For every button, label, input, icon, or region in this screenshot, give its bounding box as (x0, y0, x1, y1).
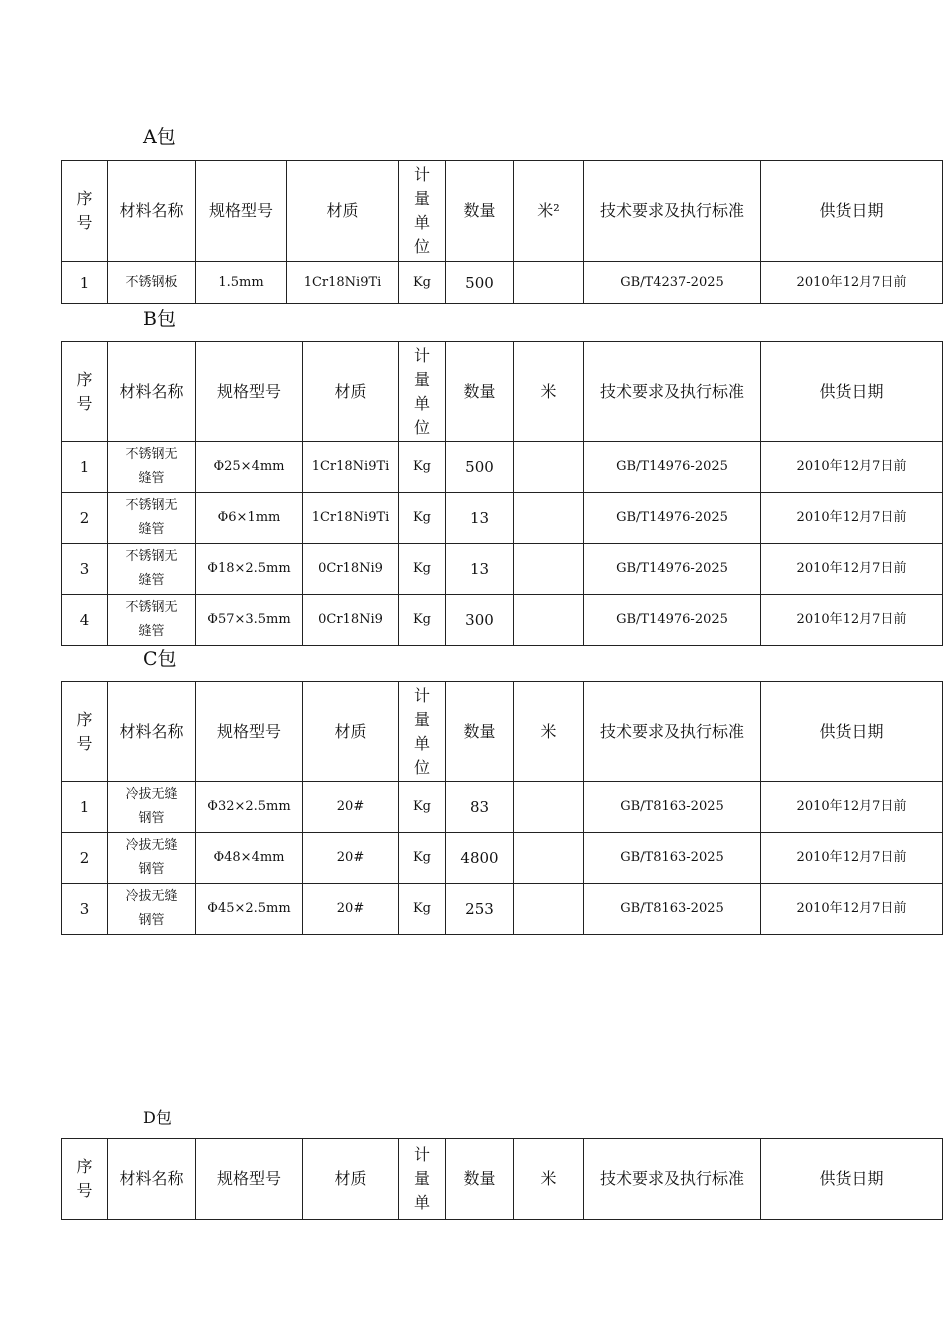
cell-no: 1 (62, 782, 108, 833)
table-header-row (62, 682, 943, 782)
cell-standard: GB/T8163-2025 (584, 833, 761, 884)
table-header-row (62, 161, 943, 262)
cell-unit: Kg (399, 595, 446, 646)
header-standard: 技术要求及执行标准 (584, 161, 761, 262)
cell-m (514, 595, 584, 646)
header-no: 序号 (62, 1139, 108, 1220)
cell-spec: Φ57×3.5mm (196, 595, 303, 646)
cell-no: 1 (62, 442, 108, 493)
header-unit: 计量单位 (399, 342, 446, 442)
header-date: 供货日期 (761, 342, 943, 442)
header-date: 供货日期 (761, 682, 943, 782)
header-name: 材料名称 (108, 682, 196, 782)
cell-m (514, 442, 584, 493)
header-no: 序号 (62, 161, 108, 262)
cell-unit: Kg (399, 493, 446, 544)
header-spec: 规格型号 (196, 342, 303, 442)
cell-spec: Φ32×2.5mm (196, 782, 303, 833)
header-name: 材料名称 (108, 161, 196, 262)
cell-name: 冷拔无缝钢管 (108, 833, 196, 884)
table-row (62, 442, 943, 493)
cell-qty: 13 (446, 544, 514, 595)
header-unit: 计量单位 (399, 682, 446, 782)
header-spec: 规格型号 (196, 1139, 303, 1220)
header-no: 序号 (62, 682, 108, 782)
header-qty: 数量 (446, 1139, 514, 1220)
table-row (62, 884, 943, 935)
cell-qty: 500 (446, 262, 514, 304)
cell-date: 2010年12月7日前 (761, 884, 943, 935)
cell-date: 2010年12月7日前 (761, 493, 943, 544)
cell-m (514, 544, 584, 595)
package-a-title: A包 (143, 126, 176, 148)
cell-standard: GB/T14976-2025 (584, 442, 761, 493)
cell-material: 1Cr18Ni9Ti (303, 493, 399, 544)
table-row (62, 544, 943, 595)
cell-standard: GB/T8163-2025 (584, 884, 761, 935)
cell-spec: Φ25×4mm (196, 442, 303, 493)
table-row (62, 833, 943, 884)
header-m: 米 (514, 1139, 584, 1220)
cell-name: 不锈钢无缝管 (108, 544, 196, 595)
header-name: 材料名称 (108, 1139, 196, 1220)
table-header-row (62, 342, 943, 442)
header-m: 米 (514, 682, 584, 782)
header-qty: 数量 (446, 161, 514, 262)
cell-material: 20# (303, 782, 399, 833)
header-material: 材质 (287, 161, 399, 262)
cell-unit: Kg (399, 442, 446, 493)
cell-spec: Φ6×1mm (196, 493, 303, 544)
cell-m (514, 493, 584, 544)
cell-material: 0Cr18Ni9 (303, 544, 399, 595)
header-spec: 规格型号 (196, 682, 303, 782)
header-date: 供货日期 (761, 1139, 943, 1220)
cell-spec: Φ18×2.5mm (196, 544, 303, 595)
cell-spec: Φ48×4mm (196, 833, 303, 884)
cell-qty: 4800 (446, 833, 514, 884)
cell-date: 2010年12月7日前 (761, 833, 943, 884)
cell-qty: 500 (446, 442, 514, 493)
package-a-table (61, 160, 943, 304)
header-material: 材质 (303, 682, 399, 782)
cell-spec: Φ45×2.5mm (196, 884, 303, 935)
cell-name: 不锈钢无缝管 (108, 493, 196, 544)
header-material: 材质 (303, 342, 399, 442)
cell-name: 不锈钢板 (108, 262, 196, 304)
cell-m (514, 884, 584, 935)
header-no: 序号 (62, 342, 108, 442)
cell-standard: GB/T8163-2025 (584, 782, 761, 833)
cell-name: 不锈钢无缝管 (108, 595, 196, 646)
cell-material: 20# (303, 884, 399, 935)
cell-m (514, 782, 584, 833)
table-header-row (62, 1139, 943, 1220)
package-c-title: C包 (143, 648, 177, 670)
cell-name: 冷拔无缝钢管 (108, 782, 196, 833)
cell-material: 1Cr18Ni9Ti (303, 442, 399, 493)
cell-material: 1Cr18Ni9Ti (287, 262, 399, 304)
cell-qty: 83 (446, 782, 514, 833)
cell-material: 0Cr18Ni9 (303, 595, 399, 646)
cell-date: 2010年12月7日前 (761, 544, 943, 595)
cell-standard: GB/T4237-2025 (584, 262, 761, 304)
cell-unit: Kg (399, 884, 446, 935)
cell-name: 冷拔无缝钢管 (108, 884, 196, 935)
cell-no: 3 (62, 544, 108, 595)
header-qty: 数量 (446, 342, 514, 442)
cell-date: 2010年12月7日前 (761, 595, 943, 646)
cell-unit: Kg (399, 782, 446, 833)
cell-date: 2010年12月7日前 (761, 782, 943, 833)
header-material: 材质 (303, 1139, 399, 1220)
table-row (62, 493, 943, 544)
cell-m (514, 833, 584, 884)
cell-no: 3 (62, 884, 108, 935)
cell-date: 2010年12月7日前 (761, 442, 943, 493)
cell-no: 2 (62, 493, 108, 544)
header-m: 米² (514, 161, 584, 262)
cell-no: 4 (62, 595, 108, 646)
package-c-table (61, 681, 943, 935)
header-standard: 技术要求及执行标准 (584, 682, 761, 782)
cell-qty: 253 (446, 884, 514, 935)
cell-date: 2010年12月7日前 (761, 262, 943, 304)
cell-qty: 13 (446, 493, 514, 544)
cell-qty: 300 (446, 595, 514, 646)
cell-name: 不锈钢无缝管 (108, 442, 196, 493)
cell-standard: GB/T14976-2025 (584, 595, 761, 646)
header-spec: 规格型号 (196, 161, 287, 262)
table-row (62, 595, 943, 646)
cell-standard: GB/T14976-2025 (584, 544, 761, 595)
cell-no: 2 (62, 833, 108, 884)
package-b-title: B包 (143, 308, 176, 330)
header-unit: 计量单 (399, 1139, 446, 1220)
header-date: 供货日期 (761, 161, 943, 262)
cell-unit: Kg (399, 262, 446, 304)
package-b-table (61, 341, 943, 646)
header-unit: 计量单位 (399, 161, 446, 262)
cell-unit: Kg (399, 544, 446, 595)
package-d-table (61, 1138, 943, 1220)
cell-unit: Kg (399, 833, 446, 884)
header-qty: 数量 (446, 682, 514, 782)
cell-standard: GB/T14976-2025 (584, 493, 761, 544)
header-name: 材料名称 (108, 342, 196, 442)
cell-m (514, 262, 584, 304)
table-row (62, 262, 943, 304)
cell-spec: 1.5mm (196, 262, 287, 304)
cell-material: 20# (303, 833, 399, 884)
table-row (62, 782, 943, 833)
cell-no: 1 (62, 262, 108, 304)
header-standard: 技术要求及执行标准 (584, 342, 761, 442)
header-standard: 技术要求及执行标准 (584, 1139, 761, 1220)
package-d-title: D包 (143, 1108, 172, 1127)
header-m: 米 (514, 342, 584, 442)
